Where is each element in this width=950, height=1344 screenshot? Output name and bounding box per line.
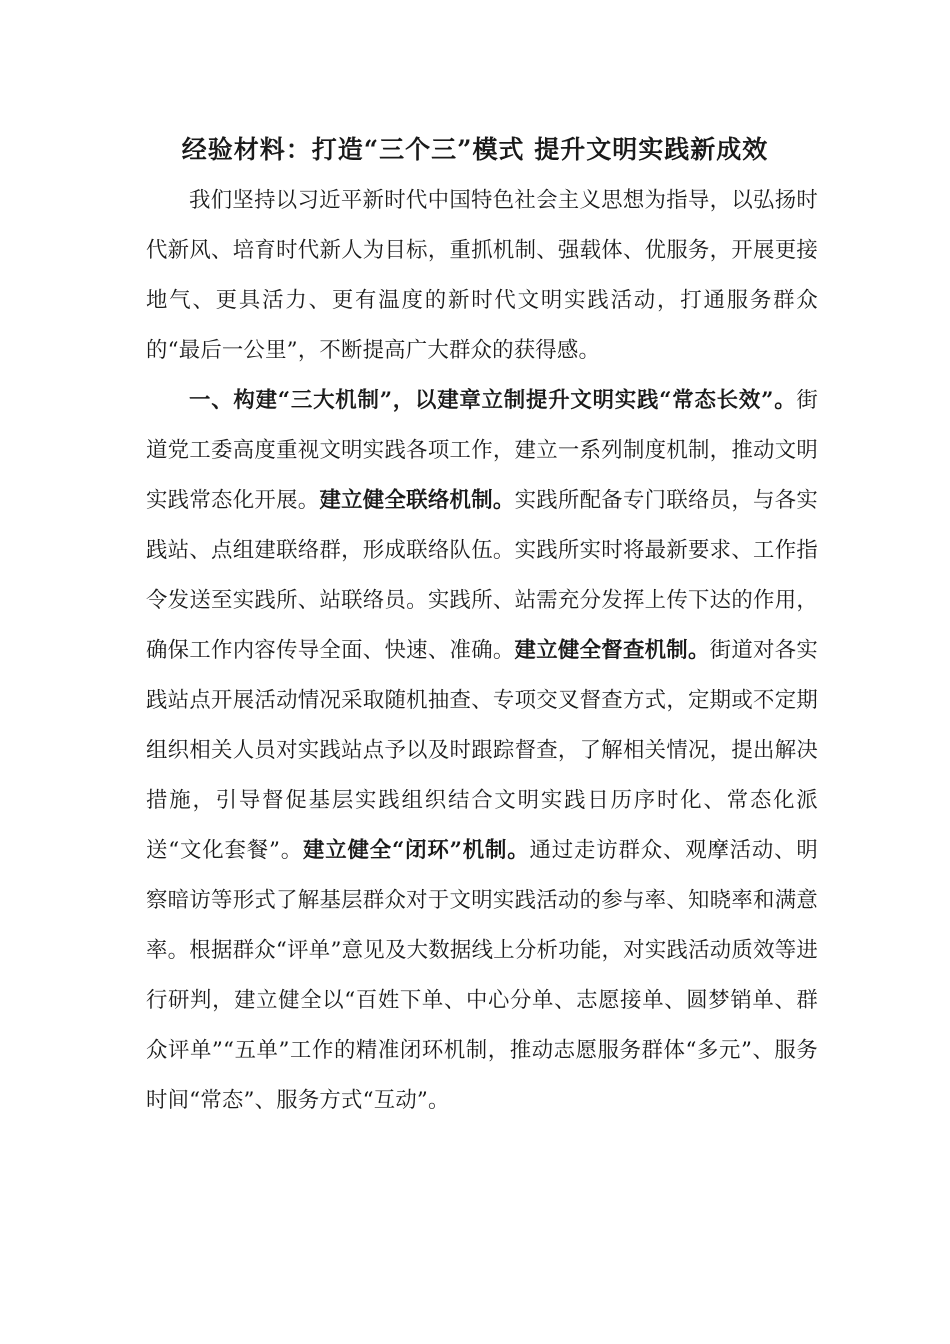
document-title: 经验材料：打造“三个三”模式 提升文明实践新成效 (181, 135, 769, 164)
item-3-heading: 建立健全“闭环”机制。 (303, 838, 530, 863)
item-3-text: 通过走访群众、观摩活动、明察暗访等形式了解基层群众对于文明实践活动的参与率、知晓率和满意率。根据群众“评单”意见及大数据线上分析功能，对实践活动质效等进行研判，建立健全以“百姓下单、中心分单、志愿接单、圆梦销单、群众评单”“五单”工作的精准闭环机制，推动志愿服务群体“多元”、服务时间“常态”、服务方式“互动”。 (146, 838, 818, 1113)
section-1-paragraph (146, 376, 818, 1126)
item-2-heading: 建立健全督查机制。 (514, 638, 710, 663)
item-1-heading: 建立健全联络机制。 (319, 488, 515, 513)
intro-paragraph: 我们坚持以习近平新时代中国特色社会主义思想为指导，以弘扬时代新风、培育时代新人为目标，重抓机制、强载体、优服务，开展更接地气、更具活力、更有温度的新时代文明实践活动，打通服务群众的“最后一公里”，不断提高广大群众的获得感。 (146, 188, 818, 363)
item-1-text: 实践所配备专门联络员，与各实践站、点组建联络群，形成联络队伍。实践所实时将最新要求、工作指令发送至实践所、站联络员。实践所、站需充分发挥上传下达的作用，确保工作内容传导全面、快速、准确。 (146, 488, 818, 663)
item-2-text: 街道对各实践站点开展活动情况采取随机抽查、专项交叉督查方式，定期或不定期组织相关人员对实践站点予以及时跟踪督查，了解相关情况，提出解决措施，引导督促基层实践组织结合文明实践日历序时化、常态化派送“文化套餐”。 (146, 638, 818, 863)
section-1-heading: 一、构建“三大机制”，以建章立制提升文明实践“常态长效”。 (189, 388, 797, 413)
section-1-lead: 街道党工委高度重视文明实践各项工作，建立一系列制度机制，推动文明实践常态化开展。 (146, 388, 818, 513)
